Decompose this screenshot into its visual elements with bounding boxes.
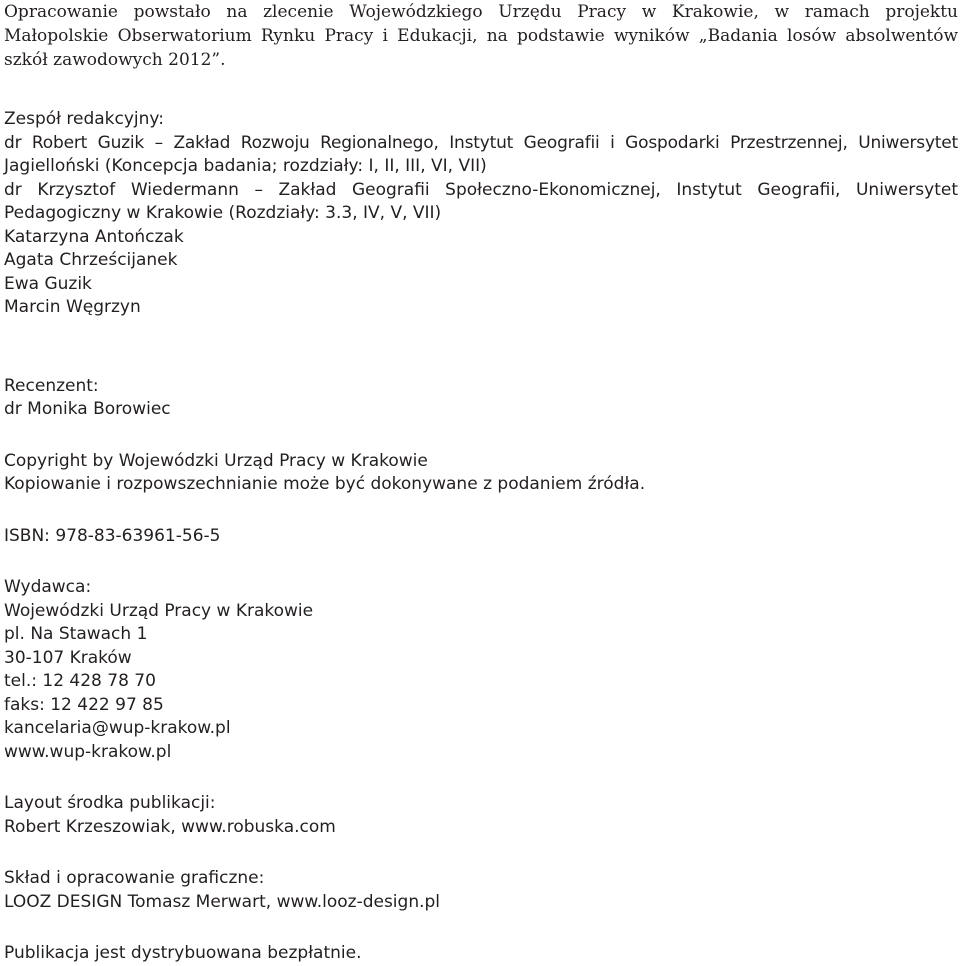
intro-line: Opracowanie powstało na zlecenie Wojewódzkiego Urzędu Pracy w Krakowie, w ramach projektu bbox=[4, 2, 958, 22]
colophon-page bbox=[4, 0, 958, 966]
copying-notice: Kopiowanie i rozpowszechnianie może być dokonywane z podaniem źródła. bbox=[4, 474, 646, 494]
publisher-name: Wojewódzki Urząd Pracy w Krakowie bbox=[4, 600, 314, 621]
copyright-section bbox=[4, 450, 958, 497]
author-wiedermann-chapters: Pedagogiczny w Krakowie (Rozdziały: 3.3, IV, V, VII) bbox=[4, 203, 442, 223]
intro-paragraph bbox=[4, 0, 958, 72]
team-member: Katarzyna Antończak bbox=[4, 226, 184, 247]
author-wiedermann-affiliation: dr Krzysztof Wiedermann – Zakład Geografii Społeczno-Ekonomicznej, Instytut Geografii, Uniwersytet bbox=[4, 179, 958, 200]
publisher-section bbox=[4, 576, 958, 764]
layout-credit-section bbox=[4, 792, 958, 839]
publisher-email: kancelaria@wup-krakow.pl bbox=[4, 718, 231, 738]
distribution-section bbox=[4, 942, 958, 966]
editorial-team-heading: Zespół redakcyjny: bbox=[4, 109, 164, 129]
publisher-phone: tel.: 12 428 78 70 bbox=[4, 671, 156, 691]
publisher-fax: faks: 12 422 97 85 bbox=[4, 694, 164, 715]
publisher-city: 30-107 Kraków bbox=[4, 647, 132, 668]
intro-line: Małopolskie Obserwatorium Rynku Pracy i Edukacji, na podstawie wyników „Badania losów absolwentów bbox=[4, 26, 958, 46]
reviewer-section bbox=[4, 375, 958, 422]
author-guzik-affiliation: dr Robert Guzik – Zakład Rozwoju Regionalnego, Instytut Geografii i Gospodarki Przestrzennej, Uniwersytet bbox=[4, 132, 958, 153]
isbn-number: ISBN: 978-83-63961-56-5 bbox=[4, 525, 221, 546]
intro-line: szkół zawodowych 2012”. bbox=[4, 50, 226, 70]
typesetting-credit: LOOZ DESIGN Tomasz Merwart, www.looz-design.pl bbox=[4, 891, 441, 912]
distribution-note: Publikacja jest dystrybuowana bezpłatnie. bbox=[4, 943, 362, 963]
publisher-street: pl. Na Stawach 1 bbox=[4, 624, 148, 644]
layout-credit: Robert Krzeszowiak, www.robuska.com bbox=[4, 816, 336, 837]
editorial-team-section bbox=[4, 108, 958, 320]
team-member: Agata Chrześcijanek bbox=[4, 250, 178, 270]
copyright-notice: Copyright by Wojewódzki Urząd Pracy w Krakowie bbox=[4, 450, 428, 471]
author-guzik-chapters: Jagielloński (Koncepcja badania; rozdziały: I, II, III, VI, VII) bbox=[4, 156, 487, 176]
typesetting-credit-section bbox=[4, 867, 958, 914]
publisher-website: www.wup-krakow.pl bbox=[4, 741, 172, 762]
typesetting-heading: Skład i opracowanie graficzne: bbox=[4, 868, 265, 888]
reviewer-heading: Recenzent: bbox=[4, 375, 99, 396]
isbn-section bbox=[4, 525, 958, 549]
team-member: Marcin Węgrzyn bbox=[4, 297, 141, 317]
publisher-heading: Wydawca: bbox=[4, 577, 92, 597]
team-member: Ewa Guzik bbox=[4, 273, 92, 294]
layout-heading: Layout środka publikacji: bbox=[4, 793, 216, 813]
reviewer-name: dr Monika Borowiec bbox=[4, 399, 171, 419]
